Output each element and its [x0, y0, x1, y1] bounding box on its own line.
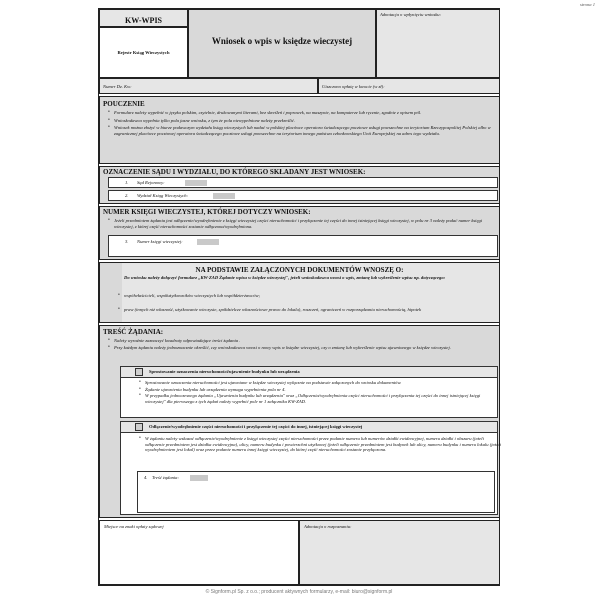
pouczenie-list	[106, 110, 494, 136]
review-box	[299, 520, 500, 585]
kw-number-title: NUMER KSIĘGI WIECZYSTEJ, KTÓREJ DOTYCZY WNIOSEK:	[103, 208, 311, 216]
pouczenie-section	[99, 96, 500, 164]
title-box	[188, 9, 376, 78]
kw-number-note: • Jeżeli przedmiotem żądania jest odłączenie/wyodrębnienie z księgi wieczystej części nieruchomości i przyłączenie tej części do innej istniejącej księgi wieczystej, w polu nr 3 należy podać numer księgi wieczystej, z której część nieruchomości zostanie odłączona/wyodrębniona.	[106, 218, 502, 229]
form-code-box	[99, 9, 188, 27]
option-correction-note: • Żądanie ujawnienia budynku lub urządzenia wymaga wypełnienia pola nr 4.	[137, 387, 493, 393]
receipt-note: Adnotacja o wpłynięciu wniosku:	[380, 12, 442, 17]
attachments-intro: Do wniosku należy dołączyć formularz „KW-ZAD Żądanie wpisu w księdze wieczystej", jeżeli wnioskodawca wnosi o wpis, zmianę lub wykreślenie wpisu np. dotyczącego:	[124, 275, 446, 280]
registry-box	[99, 27, 188, 78]
court-field-2[interactable]	[108, 190, 498, 201]
request-content-value[interactable]	[190, 475, 208, 481]
option-correction-notes	[137, 380, 493, 404]
field-number: 1.	[125, 180, 129, 185]
field-number: 3.	[125, 239, 129, 244]
option-correction	[120, 366, 498, 418]
registry-name: Rejestr Ksiąg Wieczystych	[117, 50, 170, 55]
kw-number-value[interactable]	[197, 239, 219, 245]
option-correction-header	[121, 367, 497, 378]
form-title: Wniosek o wpis w księdze wieczystej	[211, 36, 353, 46]
form-code: KW-WPIS	[124, 16, 163, 25]
division-value-field[interactable]	[213, 193, 235, 199]
attachments-title: NA PODSTAWIE ZAŁĄCZONYCH DOKUMENTÓW WNOSZĘ O:	[195, 266, 404, 274]
request-section	[99, 325, 500, 518]
review-label: Adnotacja o rozpoznaniu:	[304, 524, 352, 529]
court-label: Sąd Rejonowy:	[137, 180, 165, 185]
pouczenie-item: • Formularz należy wypełnić w języku polskim, czytelnie, drukowanymi literami, bez skreśleń i poprawek, na maszynie, na komputerze lub ręcznie, zgodnie z opisem pól.	[106, 110, 494, 116]
attachments-section	[99, 262, 500, 323]
request-notes	[106, 338, 496, 350]
option-correction-checkbox[interactable]	[135, 368, 143, 376]
request-note: • Przy każdym żądaniu należy jednoznacznie określić, czy wnioskodawca wnosi o nowy wpis w księdze wieczystej, czy o zmianę lub wykreślenie wpisu ujawnionego w księdze wieczystej.	[106, 345, 496, 351]
kw-number-section	[99, 206, 500, 260]
dz-kw-field[interactable]	[99, 78, 318, 94]
page-number: strona 1	[579, 2, 595, 7]
option-correction-note: • Sprostowanie oznaczenia nieruchomości jest ujawniane w księdze wieczystej wyłącznie na podstawie załączonych do wniosku dokumentów.	[137, 380, 493, 386]
fee-label: Uiszczono opłatę w kwocie (w zł):	[322, 84, 385, 89]
court-value-field[interactable]	[185, 180, 207, 186]
option-separation-checkbox[interactable]	[135, 423, 143, 431]
kw-number-field[interactable]	[108, 235, 498, 257]
field-number: 4.	[144, 475, 148, 480]
court-field-1[interactable]	[108, 177, 498, 188]
request-content-label: Treść żądania:	[152, 475, 180, 480]
option-separation-note: • W żądaniu należy wskazać odłączenie/wyodrębnienie z księgi wieczystej części nieruchomości przez podanie numeru lub numerów działki ewidencyjnej, numeru działki i obszaru (jeżeli odłączenie przedmiotem jest działka ewidencyjna), ulicy, numeru budynku i powierzchni użytkowej (jeżeli odłączenie przedmiotem jest budynek lub ulicy, numeru budynku i numeru lokalu (jeżeli wyodrębnieniem jest lokal) oraz przez podanie numeru innej księgi wieczystej, do której część nieruchomości zostanie przyłączona.	[137, 436, 501, 453]
court-section	[99, 166, 500, 204]
pouczenie-item: • Wnioskodawca wypełnia tylko pola jasne wniosku, z tym że pola niewypełnione należy przekreślić.	[106, 118, 494, 124]
request-note: • Należy wyraźnie zaznaczyć kwadraty odpowiadające treści żądania .	[106, 338, 496, 344]
attachments-item: • współwłaścicieli, współużytkowników wieczystych lub współdzierżawców;	[116, 293, 504, 299]
dz-kw-label: Numer Dz. Kw:	[103, 84, 132, 89]
pouczenie-title: POUCZENIE	[103, 100, 145, 108]
footer-copyright: © Signform.pl Sp. z o.o.; producent aktywnych formularzy, e-mail: biuro@signform.pl	[205, 589, 393, 595]
attachments-item: • praw (innych niż własność, użytkowanie wieczyste, spółdzielcze własnościowe prawo do lokalu), roszczeń, ograniczeń w rozporządzaniu nieruchomością, hipotek	[116, 307, 504, 313]
division-label: Wydział Ksiąg Wieczystych:	[137, 193, 189, 198]
option-correction-label: Sprostowanie oznaczenia nieruchomości/ujawnienie budynku lub urządzenia	[149, 369, 300, 374]
receipt-box	[376, 9, 500, 78]
option-correction-note: • W przypadku jednoczesnego żądania „Ujawnienia budynku lub urządzenia" oraz „Odłączenia/wyodrębnienia części nieruchomości i przyłączenia tej części do innej istniejącej księgi wieczystej" dla pierwszego z tych żądań należy wypełnić pole nr 1 załącznika KW-ZAD.	[137, 393, 493, 404]
option-separation	[120, 421, 501, 515]
request-content-field[interactable]	[137, 471, 495, 513]
kw-number-label: Numer księgi wieczystej:	[137, 239, 183, 244]
stamps-box	[99, 520, 299, 585]
request-title: TREŚĆ ŻĄDANIA:	[103, 328, 164, 336]
pouczenie-item: • Wniosek można złożyć w biurze podawczym wydziału ksiąg wieczystych lub nadać w polskiej placówce operatora świadczącego pocztowe usługi powszechne na terytorium Rzeczypospolitej Polskiej albo w zagranicznej placówce pocztowej operatora świadczącego pocztowe usługi powszechne na terytorium innego państwa członkowskiego Unii Europejskiej na adres tego wydziału.	[106, 125, 494, 136]
option-separation-header	[121, 422, 497, 433]
fee-field[interactable]	[318, 78, 500, 94]
stamps-label: Miejsce na znaki opłaty sądowej	[104, 524, 164, 529]
field-number: 2.	[125, 193, 129, 198]
option-separation-label: Odłączenie/wyodrębnienie części nieruchomości i przyłączenie tej części do innej, istniejącej księgi wieczystej	[149, 424, 363, 429]
court-title: OZNACZENIE SĄDU I WYDZIAŁU, DO KTÓREGO SKŁADANY JEST WNIOSEK:	[103, 168, 366, 176]
